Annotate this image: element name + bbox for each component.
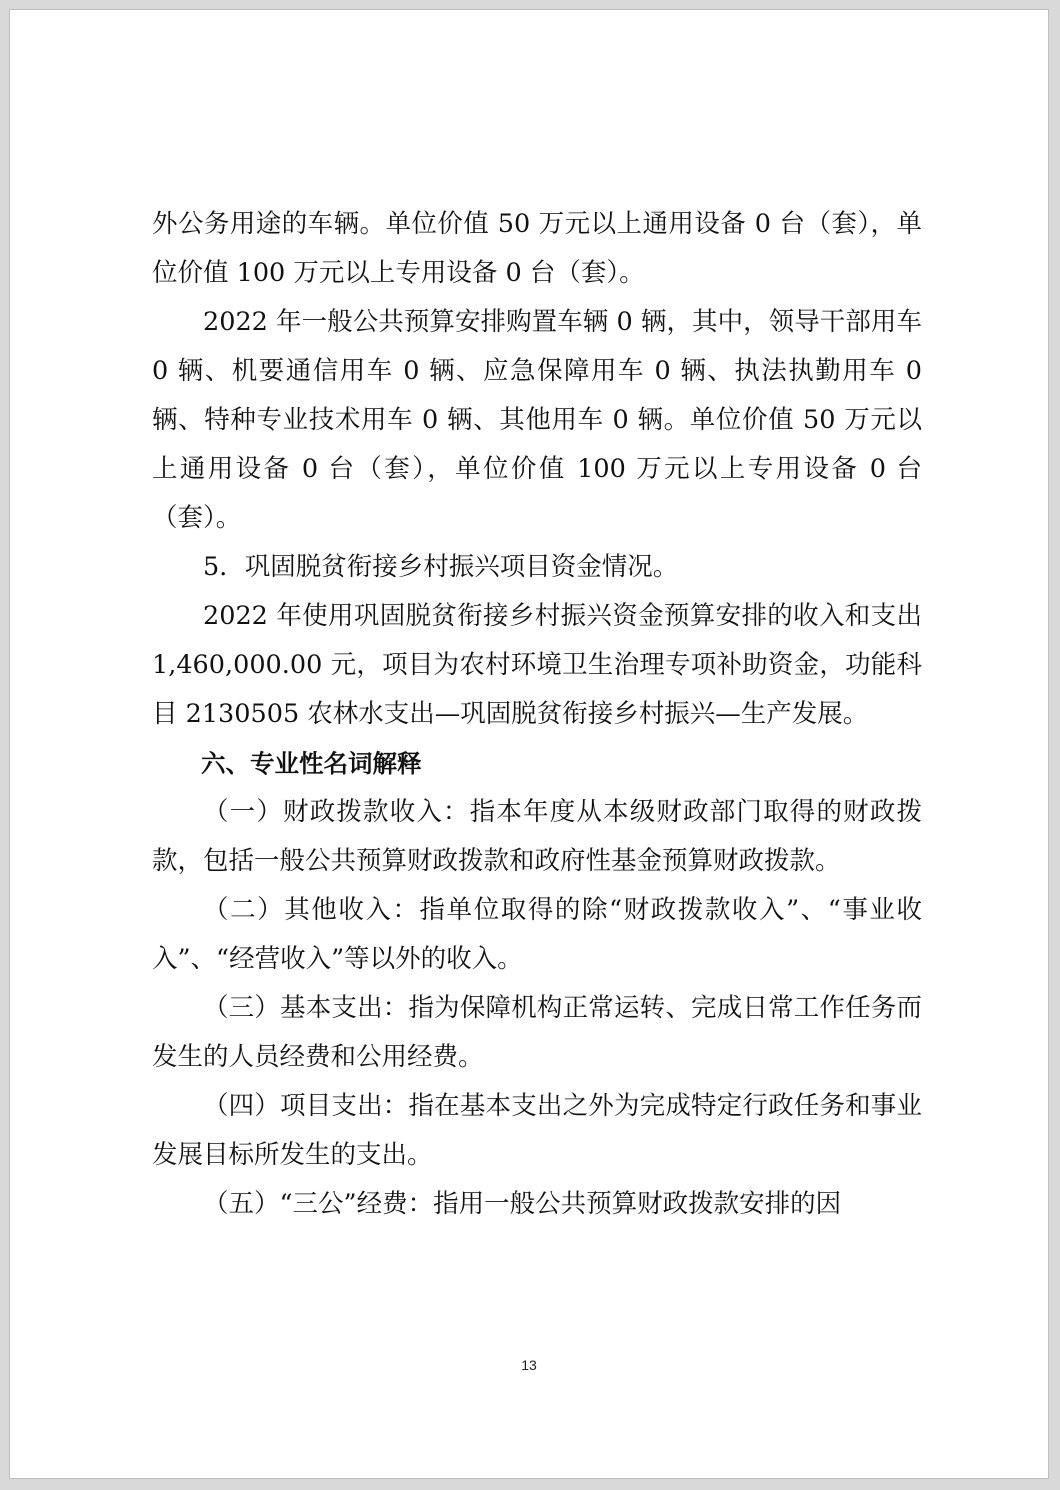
section-heading-terms: 六、专业性名词解释: [201, 749, 422, 778]
page-body: [152, 200, 922, 1229]
paragraph-term-three-public-expenses: （五）“三公”经费：指用一般公共预算财政拨款安排的因: [203, 1189, 842, 1219]
paragraph-term-project-expenditure: （四）项目支出：指在基本支出之外为完成特定行政任务和事业发展目标所发生的支出。: [152, 1091, 922, 1170]
subheading-rural-revitalization-funds: 5．巩固脱贫衔接乡村振兴项目资金情况。: [203, 552, 679, 582]
paragraph-vehicle-equipment-continued: 外公务用途的车辆。单位价值 50 万元以上通用设备 0 台（套），单位价值 100 万元以上专用设备 0 台（套）。: [152, 209, 922, 288]
paragraph-term-other-income: （二）其他收入：指单位取得的除“财政拨款收入”、“事业收入”、“经营收入”等以外的收入。: [152, 895, 922, 974]
paragraph-2022-vehicle-purchase: 2022 年一般公共预算安排购置车辆 0 辆，其中，领导干部用车 0 辆、机要通信用车 0 辆、应急保障用车 0 辆、执法执勤用车 0 辆、特种专业技术用车 0 辆、其他用车 0 辆。单位价值 50 万元以上通用设备 0 台（套），单位价值 100 万元以上专用设备 0 台（套）。: [152, 307, 922, 533]
paragraph-rural-revitalization-funds: 2022 年使用巩固脱贫衔接乡村振兴资金预算安排的收入和支出 1,460,000.00 元，项目为农村环境卫生治理专项补助资金，功能科目 2130505 农林水支出—巩固脱贫衔接乡村振兴—生产发展。: [152, 601, 922, 729]
paragraph-term-basic-expenditure: （三）基本支出：指为保障机构正常运转、完成日常工作任务而发生的人员经费和公用经费。: [152, 993, 922, 1072]
page-number: 13: [521, 1357, 537, 1373]
document-page: [9, 9, 1049, 1479]
paragraph-term-fiscal-appropriation: （一）财政拨款收入：指本年度从本级财政部门取得的财政拨款，包括一般公共预算财政拨款和政府性基金预算财政拨款。: [152, 797, 922, 876]
